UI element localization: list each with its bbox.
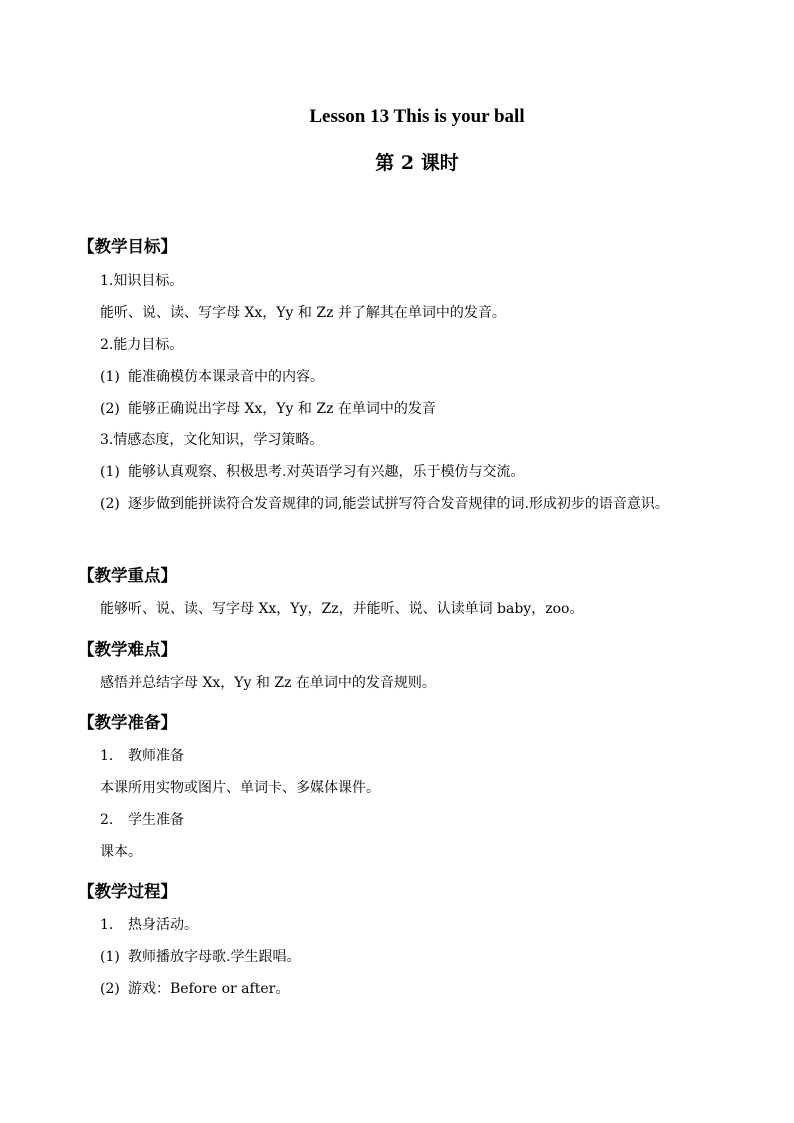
goals-emotion-item-2 <box>100 488 730 520</box>
list-text: 教师准备 <box>128 748 184 764</box>
difficulties-text: 感悟并总结字母 Xx，Yy 和 Zz 在单词中的发音规则。 <box>100 675 436 691</box>
list-number: (1) <box>100 949 120 965</box>
list-number: (2) <box>100 981 120 997</box>
goals-knowledge-label: 1.知识目标。 <box>100 273 184 289</box>
goals-emotion-label: 3.情感态度，文化知识，学习策略。 <box>100 432 324 448</box>
preparation-teacher-text: 本课所用实物或图片、单词卡、多媒体课件。 <box>100 780 380 796</box>
list-number: 1． <box>100 917 123 933</box>
list-text: 教师播放字母歌.学生跟唱。 <box>128 949 301 965</box>
goals-emotion-item-1 <box>100 462 524 482</box>
list-text: 游戏：Before or after。 <box>128 981 290 997</box>
lesson-subtitle: 第 2 课时 <box>375 152 459 174</box>
list-number: (2) <box>100 401 120 417</box>
list-text: 学生准备 <box>128 812 184 828</box>
list-number: 2. <box>100 812 114 828</box>
difficulties-heading: 【教学难点】 <box>78 640 177 659</box>
list-text: 能够正确说出字母 Xx，Yy 和 Zz 在单词中的发音 <box>128 401 436 417</box>
goals-ability-item-2 <box>100 399 436 419</box>
preparation-teacher <box>100 746 184 766</box>
lesson-title: Lesson 13 This is your ball <box>309 106 525 127</box>
key-points-text: 能够听、说、读、写字母 Xx，Yy，Zz，并能听、说、认读单词 baby，zoo。 <box>100 601 584 617</box>
list-text: 热身活动。 <box>128 917 198 933</box>
list-number: (2) <box>100 496 120 512</box>
list-text: 能够认真观察、积极思考.对英语学习有兴趣，乐于模仿与交流。 <box>128 464 525 480</box>
goals-knowledge-text: 能听、说、读、写字母 Xx，Yy 和 Zz 并了解其在单词中的发音。 <box>100 305 506 321</box>
goals-ability-label: 2.能力目标。 <box>100 337 184 353</box>
list-text: 逐步做到能拼读符合发音规律的词,能尝试拼写符合发音规律的词.形成初步的语音意识。 <box>128 496 669 512</box>
process-step-1 <box>100 915 198 935</box>
key-points-heading: 【教学重点】 <box>78 566 177 585</box>
preparation-heading: 【教学准备】 <box>78 713 177 732</box>
list-number: (1) <box>100 464 120 480</box>
process-sub-1 <box>100 947 300 967</box>
goals-ability-item-1 <box>100 367 324 387</box>
list-number: (1) <box>100 369 120 385</box>
process-heading: 【教学过程】 <box>78 882 177 901</box>
process-sub-2 <box>100 979 289 999</box>
list-number: 1. <box>100 748 114 764</box>
preparation-student <box>100 810 184 830</box>
goals-heading: 【教学目标】 <box>78 237 177 256</box>
preparation-student-text: 课本。 <box>100 844 142 860</box>
list-text: 能准确模仿本课录音中的内容。 <box>128 369 324 385</box>
